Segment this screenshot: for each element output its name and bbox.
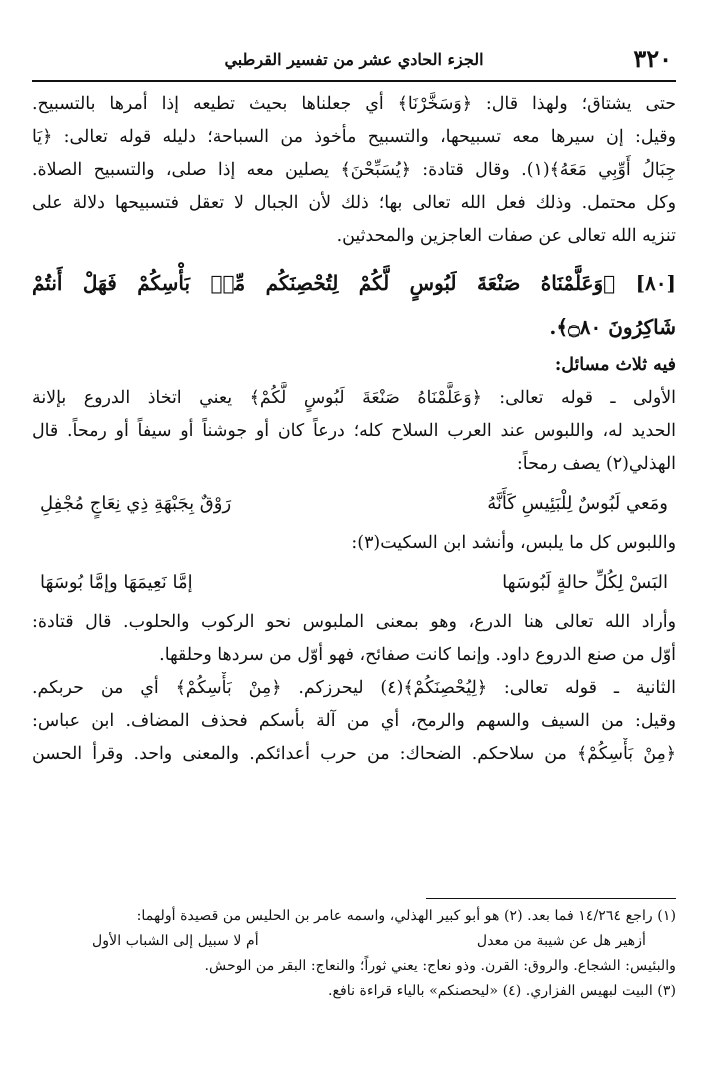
text-line: الأولى ـ قوله تعالى: ﴿وَعَلَّمْنَاهُ صَنْعَةَ لَبُوسٍ لَّكُمْ﴾ يعني اتخاذ الدروع بإلانة bbox=[32, 388, 676, 408]
footnotes bbox=[32, 904, 676, 1004]
poem-verse bbox=[32, 560, 676, 606]
poem-hemistich-right: ومَعي لَبُوسٌ لِلْبَئِيسِ كَأَنَّهُ bbox=[487, 493, 668, 514]
poem-hemistich-right: أزهير هل عن شيبة من معدل bbox=[476, 933, 646, 949]
poem-verse bbox=[32, 481, 676, 527]
text-line: جِبَالُ أَوِّبِي مَعَهُ﴾(١). وقال قتادة: ﴿يُسَبِّحْنَ﴾ يصلين معه إذا صلى، والتسبيح الصلاة. bbox=[32, 160, 676, 180]
poem-hemistich-left: رَوْقٌ بِجَبْهَةِ ذِي نِعَاجٍ مُجْفِلِ bbox=[40, 493, 232, 514]
body-text bbox=[32, 88, 676, 771]
text-line: أوّل من صنع الدروع داود. وإنما كانت صفائح، فهو أوّل من سردها وحلقها. bbox=[159, 645, 676, 665]
footnote-line: (٣) البيت لبهيس الفزاري. (٤) «ليحصنكم» بالياء قراءة نافع. bbox=[327, 983, 676, 999]
text-line: وقيل: إن سيرها معه تسبيحها، والتسبيح مأخوذ من السباحة؛ دليله قوله تعالى: ﴿يَا bbox=[32, 127, 676, 147]
text-line: وأراد الله تعالى هنا الدرع، وهو بمعنى الملبوس نحو الركوب والحلوب. قال قتادة: bbox=[32, 612, 676, 632]
footnote-line: (١) راجع ١٤/٢٦٤ فما بعد. (٢) هو أبو كبير الهذلي، واسمه عامر بن الحليس من قصيدة أولهما: bbox=[136, 908, 676, 924]
text-line: واللبوس كل ما يلبس، وأنشد ابن السكيت(٣): bbox=[351, 533, 676, 553]
running-title: الجزء الحادي عشر من تفسير القرطبي bbox=[224, 50, 484, 69]
text-line: الثانية ـ قوله تعالى: ﴿لِيُحْصِنَكُمْ﴾(٤) ليحرزكم. ﴿مِنْ بَأْسِكُمْ﴾ أي من حربكم. bbox=[32, 678, 676, 698]
verse-line: شَاكِرُونَ ۝٨٠﴾. bbox=[549, 315, 676, 339]
footnote-divider bbox=[426, 898, 676, 899]
page-header bbox=[32, 40, 676, 82]
section-heading: فيه ثلاث مسائل: bbox=[554, 355, 676, 375]
text-line: وكل محتمل. وذلك فعل الله تعالى بها؛ ذلك لأن الجبال لا تعقل فتسبيحها دلالة على bbox=[32, 193, 676, 213]
text-line: تنزيه الله تعالى عن صفات العاجزين والمحدثين. bbox=[336, 226, 676, 246]
text-line: وقيل: من السيف والسهم والرمح، أي من آلة بأسكم فحذف المضاف. ابن عباس: bbox=[32, 711, 676, 731]
footnote-line: والبئيس: الشجاع. والروق: القرن. وذو نعاج: يعني ثوراً؛ والنعاج: البقر من الوحش. bbox=[204, 958, 676, 974]
poem-hemistich-right: البَسْ لِكُلِّ حالةٍ لَبُوسَها bbox=[502, 572, 668, 593]
footnote-poem bbox=[32, 929, 676, 954]
verse-line: [٨٠] ﴿وَعَلَّمْنَاهُ صَنْعَةَ لَبُوسٍ لَّكُمْ لِتُحْصِنَكُم مِّنۢ بَأْسِكُمْ فَهَلْ أَنتُمْ bbox=[32, 271, 676, 295]
text-line: حتى يشتاق؛ ولهذا قال: ﴿وَسَخَّرْنَا﴾ أي جعلناها بحيث تطيعه إذا أمرها بالتسبيح. bbox=[32, 94, 676, 114]
text-line: الحديد له، واللبوس عند العرب السلاح كله؛ درعاً كان أو جوشناً أو سيفاً أو رمحاً. قال bbox=[32, 421, 676, 441]
poem-hemistich-left: إمَّا نَعِيمَهَا وإمَّا بُوسَهَا bbox=[40, 572, 193, 593]
spacer bbox=[32, 253, 676, 261]
page-number: ٣٢٠ bbox=[633, 44, 672, 73]
poem-hemistich-left: أم لا سبيل إلى الشباب الأول bbox=[92, 933, 259, 949]
text-line: الهذلي(٢) يصف رمحاً: bbox=[516, 454, 676, 474]
text-line: ﴿مِنْ بَأْسِكُمْ﴾ من سلاحكم. الضحاك: من حرب أعدائكم. والمعنى واحد. وقرأ الحسن bbox=[32, 744, 676, 764]
